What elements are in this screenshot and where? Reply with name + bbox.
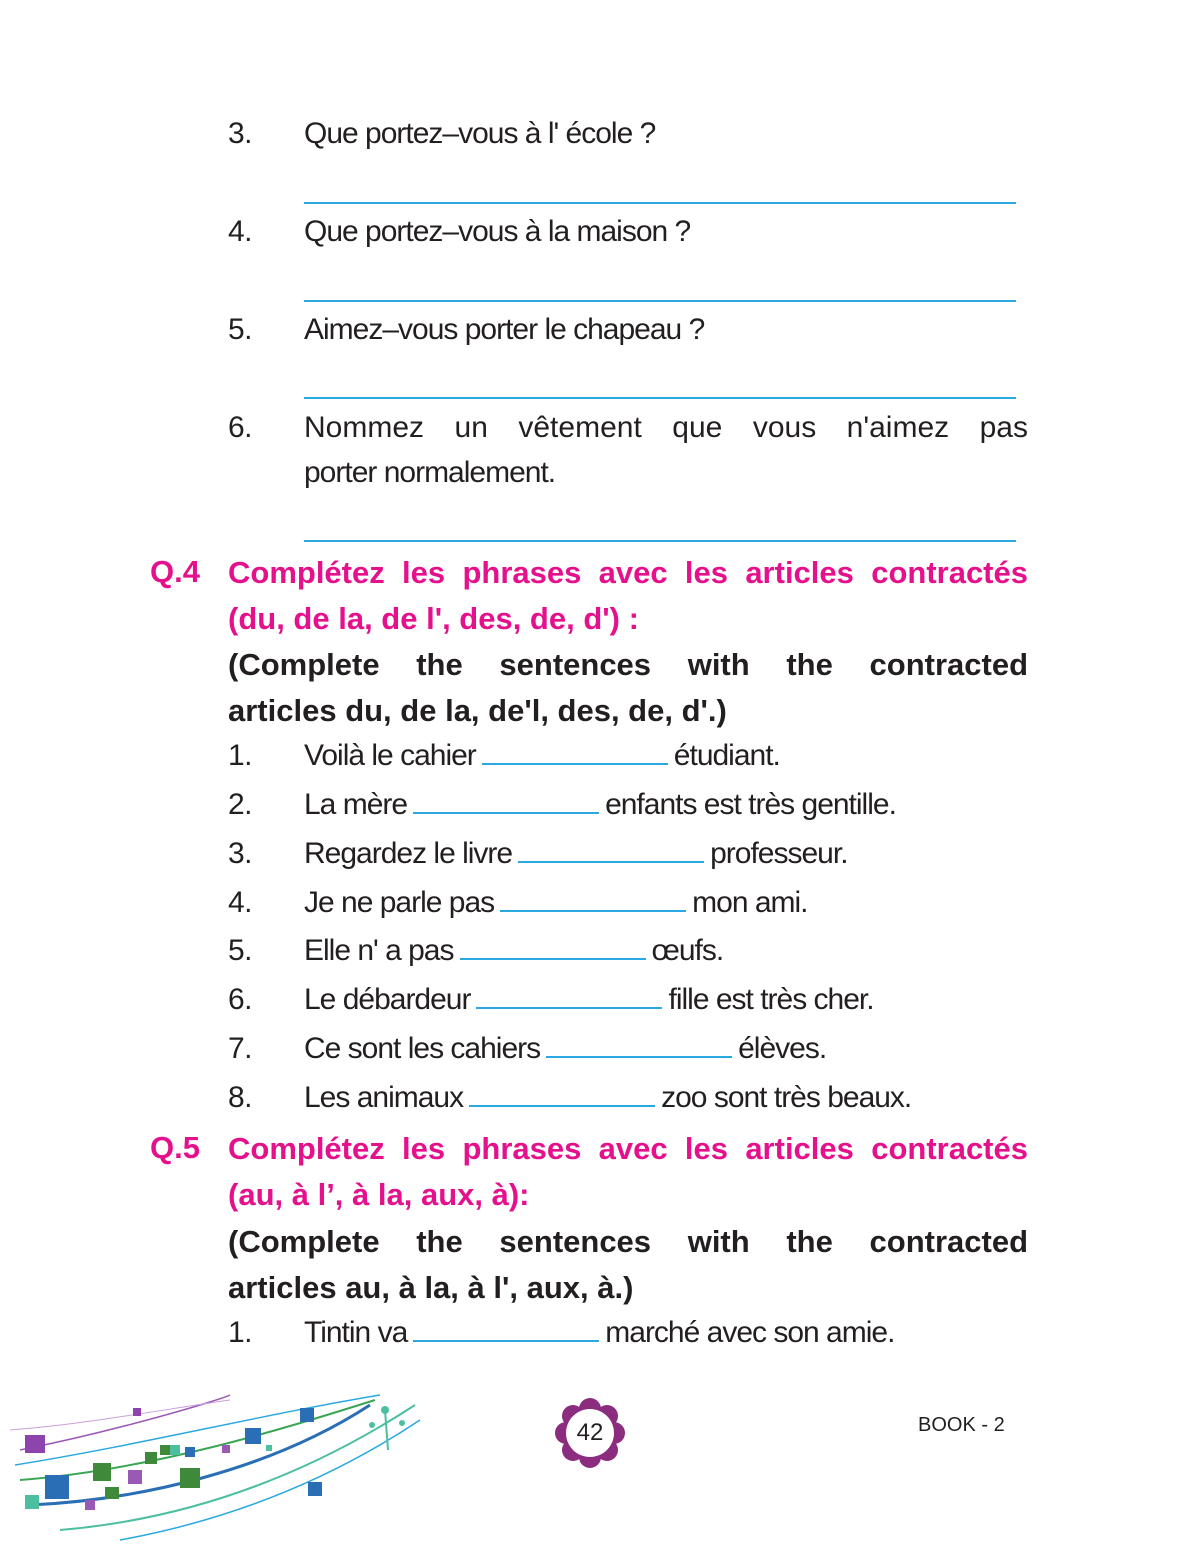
item-number: 8. xyxy=(228,1081,253,1114)
item-after: enfants est très gentille. xyxy=(605,788,896,821)
q4-item-8 xyxy=(304,1081,911,1115)
q5-instruction-line1: (Complete the sentences with the contracted xyxy=(228,1224,1028,1259)
q4-instruction-line1: (Complete the sentences with the contracted xyxy=(228,647,1028,682)
fill-blank[interactable] xyxy=(500,888,686,912)
item-number: 5. xyxy=(228,934,253,967)
fill-blank[interactable] xyxy=(413,790,599,814)
fill-blank[interactable] xyxy=(546,1034,732,1058)
page-number: 42 xyxy=(576,1419,604,1446)
item-before: Le débardeur xyxy=(304,983,471,1016)
question-number: 5. xyxy=(228,313,253,346)
fill-blank[interactable] xyxy=(469,1083,655,1107)
fill-blank[interactable] xyxy=(482,741,668,765)
q5-heading-line2: (au, à l’, à la, aux, à): xyxy=(228,1177,530,1212)
item-after: étudiant. xyxy=(673,739,780,772)
item-number: 6. xyxy=(228,983,253,1016)
q4-heading-line2: (du, de la, de l', des, de, d') : xyxy=(228,601,639,636)
item-before: Les animaux xyxy=(304,1081,464,1114)
question-number: 4. xyxy=(228,215,253,248)
item-after: marché avec son amie. xyxy=(605,1316,895,1349)
item-number: 1. xyxy=(228,1316,253,1349)
item-number: 3. xyxy=(228,837,253,870)
item-before: Tintin va xyxy=(304,1316,408,1349)
item-number: 1. xyxy=(228,739,253,772)
q4-item-2 xyxy=(304,788,896,822)
item-after: élèves. xyxy=(738,1032,827,1065)
decorative-swirl-graphic xyxy=(0,1390,430,1550)
item-number: 4. xyxy=(228,886,253,919)
question-text: Aimez–vous porter le chapeau ? xyxy=(304,313,705,346)
q5-item-1 xyxy=(304,1316,894,1350)
q5-heading-line1: Complétez les phrases avec les articles contractés xyxy=(228,1131,1028,1166)
question-text: Nommez un vêtement que vous n'aimez pas xyxy=(304,411,1028,444)
question-text: Que portez–vous à l' école ? xyxy=(304,117,656,150)
item-before: Regardez le livre xyxy=(304,837,513,870)
item-before: Elle n' a pas xyxy=(304,934,454,967)
q4-item-1 xyxy=(304,739,780,773)
item-before: La mère xyxy=(304,788,408,821)
book-label: BOOK - 2 xyxy=(918,1414,1005,1436)
item-before: Ce sont les cahiers xyxy=(304,1032,541,1065)
fill-blank[interactable] xyxy=(413,1318,599,1342)
answer-line[interactable] xyxy=(304,540,1016,542)
q4-item-4 xyxy=(304,886,808,920)
q4-item-6 xyxy=(304,983,874,1017)
item-after: œufs. xyxy=(651,934,724,967)
item-number: 2. xyxy=(228,788,253,821)
q4-label: Q.4 xyxy=(150,554,200,589)
fill-blank[interactable] xyxy=(518,839,704,863)
question-number: 6. xyxy=(228,411,253,444)
answer-line[interactable] xyxy=(304,397,1016,399)
question-number: 3. xyxy=(228,117,253,150)
item-after: mon ami. xyxy=(692,886,808,919)
q4-item-7 xyxy=(304,1032,826,1066)
fill-blank[interactable] xyxy=(460,936,646,960)
answer-line[interactable] xyxy=(304,202,1016,204)
item-before: Voilà le cahier xyxy=(304,739,476,772)
item-before: Je ne parle pas xyxy=(304,886,495,919)
q5-label: Q.5 xyxy=(150,1130,200,1165)
item-after: zoo sont très beaux. xyxy=(661,1081,912,1114)
q5-instruction-line2: articles au, à la, à l', aux, à.) xyxy=(228,1270,634,1305)
q4-item-5 xyxy=(304,934,723,968)
q4-instruction-line2: articles du, de la, de'l, des, de, d'.) xyxy=(228,693,727,728)
item-after: fille est très cher. xyxy=(668,983,874,1016)
q4-item-3 xyxy=(304,837,848,871)
question-text: Que portez–vous à la maison ? xyxy=(304,215,691,248)
item-number: 7. xyxy=(228,1032,253,1065)
item-after: professeur. xyxy=(710,837,848,870)
question-text-cont: porter normalement. xyxy=(304,456,556,489)
q4-heading-line1: Complétez les phrases avec les articles contractés xyxy=(228,555,1028,590)
answer-line[interactable] xyxy=(304,300,1016,302)
fill-blank[interactable] xyxy=(476,985,662,1009)
